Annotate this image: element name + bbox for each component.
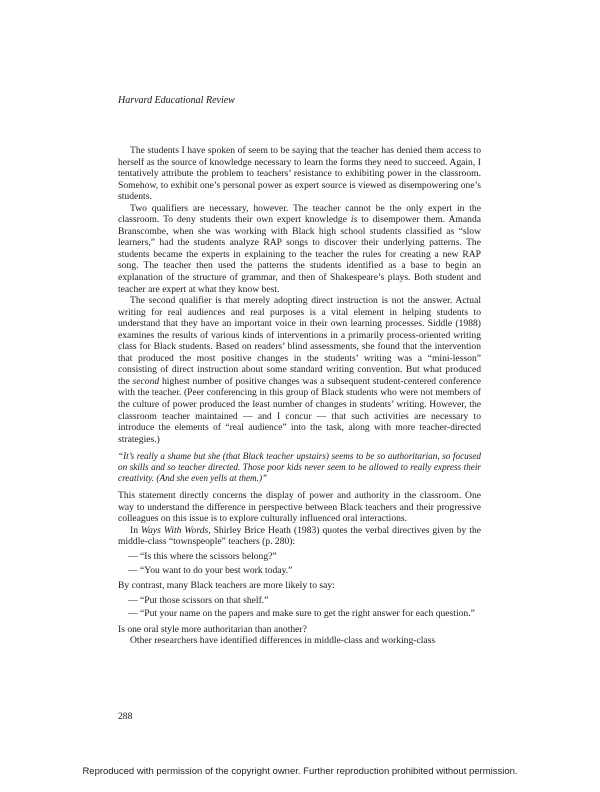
paragraph-2-text-a: Two qualifiers are necessary, however. The teacher cannot be the only expert in the classroom. To deny students their own expert knowledge [118, 202, 481, 226]
paragraph-3 [118, 295, 481, 445]
body-text [118, 145, 481, 647]
paragraph-7: Is one oral style more authoritarian than another? [118, 623, 307, 635]
paragraph-1: The students I have spoken of seem to be saying that the teacher has denied them access to herself as the source of knowledge necessary to learn the forms they need to succeed. Again, I tentatively attribute the problem to teachers’ resistance to exhibiting power in the classroom. Somehow, to exhibit one’s personal power as expert source is viewed as disempowering one’s students. [118, 145, 481, 203]
copyright-footer: Reproduced with permission of the copyright owner. Further reproduction prohibited without permission. [82, 766, 518, 777]
paragraph-3-text-b: highest number of positive changes was a subsequent student-centered conference with the teacher. (Peer conferencing in this group of Black students who were not members of the culture of power produced the least number of changes in students’ writing. However, the classroom teacher maintained — and I concur — that such activities are necessary to introduce the elements of “real audience” into the task, along with more teacher-directed strategies.) [118, 375, 481, 445]
paragraph-4: This statement directly concerns the display of power and authority in the classroom. One way to understand the difference in perspective between Black teachers and their progressive colleagues on this issue is to explore culturally influenced oral interactions. [118, 490, 481, 525]
block-quote: “It’s really a shame but she (that Black teacher upstairs) seems to be so authoritarian, so focused on skills and so teacher directed. Those poor kids never seem to be allowed to really express their creativity. (And she even yells at them.)” [118, 451, 481, 484]
book-title: Ways With Words, [140, 524, 211, 536]
dialog-list-townspeople [118, 551, 481, 576]
paragraph-2 [118, 203, 481, 295]
paragraph-8: Other researchers have identified differences in middle-class and working-class [130, 635, 436, 647]
dialog-line: — “Is this where the scissors belong?” [128, 550, 277, 562]
paragraph-3-text-a: The second qualifier is that merely adopting direct instruction is not the answer. Actual writing for real audiences and real purposes is a vital element in helping students to understand that they have an important voice in their own learning processes. Siddle (1988) examines the results of various kinds of interventions in a primarily process-oriented writing class for Black students. Based on readers’ blind assessments, she found that the intervention that produced the most positive changes in the students’ writing was a “mini-lesson” consisting of direct instruction about some standard writing convention. But what produced the [118, 295, 481, 387]
dialog-list-black-teachers [118, 595, 481, 620]
running-header: Harvard Educational Review [118, 95, 235, 106]
dialog-line: — “Put your name on the papers and make sure to get the right answer for each question.” [128, 608, 475, 620]
paragraph-2-text-b: to disempower them. Amanda Branscombe, when she was working with Black high school students classified as “slow learners,” had the students analyze RAP songs to discover their underlying patterns. The students became the experts in explaining to the teacher the rules for creating a new RAP song. The teacher then used the patterns the students identified as a base to begin an explanation of the structure of grammar, and then of Shakespeare’s plays. Both student and teacher are expert at what they know best. [118, 214, 482, 295]
paragraph-5-text-a: In [130, 524, 141, 536]
paragraph-6: By contrast, many Black teachers are more likely to say: [118, 580, 335, 592]
dialog-line: — “You want to do your best work today.” [128, 564, 293, 576]
paragraph-5 [118, 525, 481, 548]
dialog-line: — “Put those scissors on that shelf.” [128, 594, 269, 606]
paragraph-2-emphasis: is [350, 214, 358, 226]
paragraph-3-emphasis: second [132, 375, 160, 387]
paragraph-5-text-b: Shirley Brice Heath (1983) quotes the verbal directives given by the middle-class “townspeople” teachers (p. 280): [118, 524, 481, 548]
page-number: 288 [118, 711, 133, 722]
